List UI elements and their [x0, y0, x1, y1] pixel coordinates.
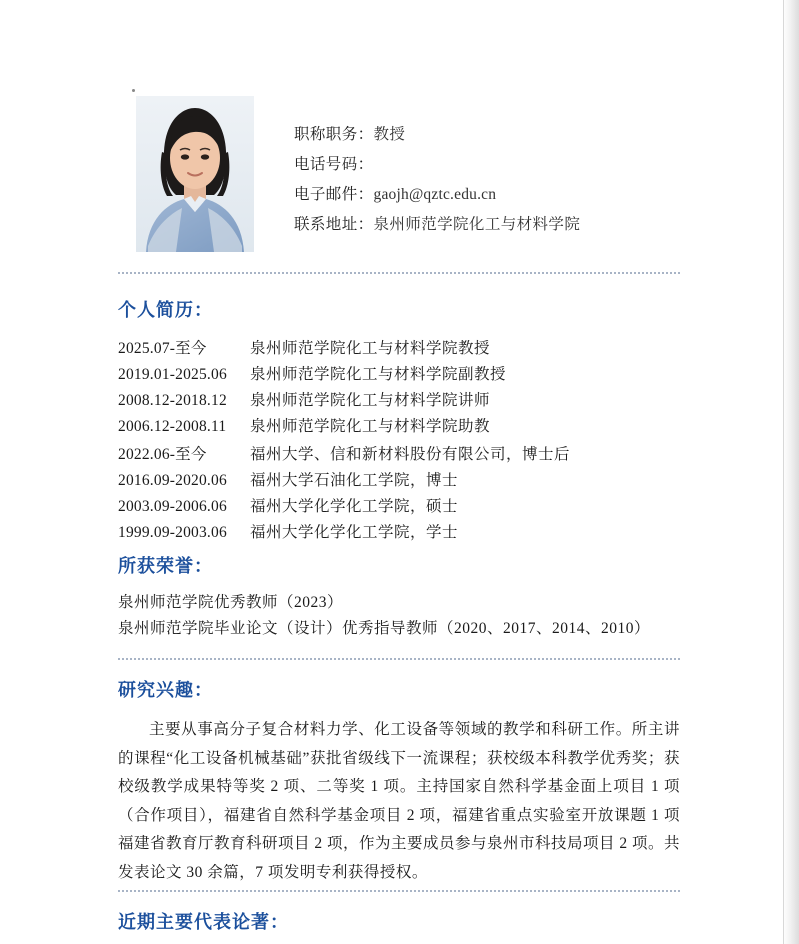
resume-date: 2016.09-2020.06 [118, 472, 227, 489]
resume-row [118, 364, 718, 386]
resume-date: 2003.09-2006.06 [118, 498, 227, 515]
resume-row [118, 416, 718, 438]
profile-photo [136, 96, 254, 252]
contact-list [294, 120, 674, 240]
resume-date: 2008.12-2018.12 [118, 392, 227, 409]
contact-value-title: 教授 [373, 126, 406, 143]
resume-date: 1999.09-2003.06 [118, 524, 227, 541]
contact-row-address [294, 210, 674, 240]
interests-paragraph: 主要从事高分子复合材料力学、化工设备等领域的教学和科研工作。所主讲的课程“化工设备机械基础”获批省级线下一流课程；获校级本科教学优秀奖；获校级教学成果特等奖 2 项、二等奖 1 项。主持国家自然科学基金面上项目 1 项（合作项目），福建省自然科学基金项目 2 项，福建省重点实验室开放课题 1 项福建省教育厅教育科研项目 2 项，作为主要成员参与泉州市科技局项目 2 项。共发表论文 30 余篇，7 项发明专利获得授权。 [118, 721, 681, 881]
page-edge-line [783, 0, 784, 944]
resume-desc: 福州大学化学化工学院，学士 [250, 524, 459, 541]
resume-date: 2025.07-至今 [118, 340, 207, 357]
contact-label-address: 联系地址： [294, 216, 374, 233]
resume-row [118, 496, 718, 518]
page-mark-dot [132, 89, 135, 92]
contact-label-title: 职称职务： [294, 126, 374, 143]
resume-row [118, 444, 718, 466]
resume-desc: 泉州师范学院化工与材料学院助教 [250, 418, 491, 435]
resume-desc: 泉州师范学院化工与材料学院副教授 [250, 366, 507, 383]
honor-item: 泉州师范学院毕业论文（设计）优秀指导教师（2020、2017、2014、2010） [118, 620, 651, 637]
resume-date: 2006.12-2008.11 [118, 418, 227, 435]
resume-row [118, 522, 718, 544]
resume-row [118, 470, 718, 492]
section-title-honors: 所获荣誉： [118, 556, 213, 576]
resume-date: 2022.06-至今 [118, 446, 207, 463]
contact-value-address: 泉州师范学院化工与材料学院 [373, 216, 581, 233]
resume-desc: 福州大学化学化工学院，硕士 [250, 498, 459, 515]
contact-row-title [294, 120, 674, 150]
section-title-resume: 个人简历： [118, 300, 213, 320]
profile-header [118, 88, 678, 264]
resume-desc: 福州大学石油化工学院，博士 [250, 472, 459, 489]
divider-honors [118, 658, 680, 661]
resume-row [118, 390, 718, 412]
resume-row [118, 338, 718, 360]
contact-row-email [294, 180, 674, 210]
honor-item: 泉州师范学院优秀教师（2023） [118, 594, 344, 611]
contact-label-email: 电子邮件： [294, 186, 374, 203]
resume-desc: 泉州师范学院化工与材料学院讲师 [250, 392, 491, 409]
contact-value-email[interactable]: gaojh@qztc.edu.cn [373, 186, 497, 203]
resume-desc: 泉州师范学院化工与材料学院教授 [250, 340, 491, 357]
resume-desc: 福州大学、信和新材料股份有限公司，博士后 [250, 446, 571, 463]
divider-interests [118, 890, 680, 893]
section-title-interests: 研究兴趣： [118, 680, 213, 700]
contact-label-phone: 电话号码： [294, 156, 374, 173]
divider-header [118, 272, 680, 275]
contact-row-phone [294, 150, 674, 180]
resume-date: 2019.01-2025.06 [118, 366, 227, 383]
section-title-papers: 近期主要代表论著： [118, 912, 289, 932]
page-edge-shadow [783, 0, 799, 944]
